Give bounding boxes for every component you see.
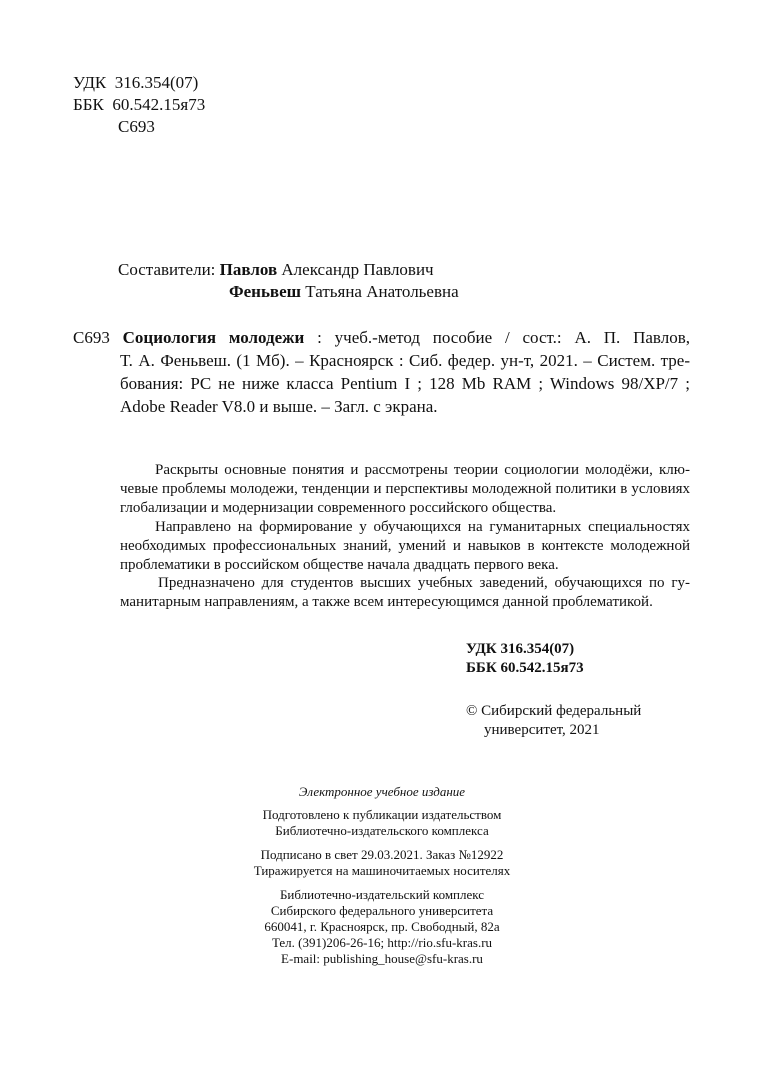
annotation-p3-l1: Предназначено для студентов высших учебных заведений, обучающихся по гу- — [158, 575, 690, 591]
annotation-p2-l3: проблематики в российском обществе начала двадцать первого века. — [120, 557, 559, 573]
compilers-label: Составители: — [118, 260, 216, 279]
biblio-line-2: Т. А. Феньвеш. (1 Мб). – Красноярск : Сиб. федер. ун-т, 2021. – Систем. тре- — [120, 351, 690, 370]
edition-type — [0, 783, 764, 801]
prepared-line-1: Подготовлено к публикации издательством — [262, 807, 502, 822]
annotation-p2-l1: Направлено на формирование у обучающихся на гуманитарных специальностях — [155, 519, 690, 535]
biblio-line-3: бования: PC не ниже класса Pentium I ; 128 Mb RAM ; Windows 98/XP/7 ; — [120, 374, 690, 393]
publisher-line-2: Сибирского федерального университета — [270, 903, 494, 918]
annotation-p3-l2: манитарным направлениям, а также всем интересующимся данной проблематикой. — [120, 594, 653, 610]
biblio-mark: С693 — [73, 328, 110, 347]
bbk-label: ББК — [73, 95, 104, 114]
author-mark: С693 — [118, 117, 155, 136]
udk-header — [73, 72, 198, 94]
biblio-line-1 — [73, 327, 690, 349]
distributed-line: Тиражируется на машиночитаемых носителях — [253, 863, 511, 878]
compiler-2-names: Татьяна Анатольевна — [305, 282, 459, 301]
book-title: Социология молодежи — [122, 328, 305, 347]
annotation-p2-l2: необходимых профессиональных знаний, умений и навыков в контексте молодежной — [120, 538, 690, 554]
bbk-header — [73, 94, 205, 116]
udk-value: 316.354(07) — [114, 73, 199, 92]
compiler-1-surname: Павлов — [219, 260, 278, 279]
publisher-address: 660041, г. Красноярск, пр. Свободный, 82а — [264, 919, 500, 934]
biblio-line-1-rest: : учеб.-метод пособие / сост.: А. П. Павлов, — [317, 328, 690, 347]
annotation-p1-l1: Раскрыты основные понятия и рассмотрены теории социологии молодёжи, клю- — [155, 462, 690, 478]
edition-type-text: Электронное учебное издание — [298, 784, 466, 799]
publisher-phone-web: Тел. (391)206-26-16; http://rio.sfu-kras.ru — [271, 935, 493, 950]
compilers-line-1 — [118, 259, 434, 281]
signed-line: Подписано в свет 29.03.2021. Заказ №12922 — [260, 847, 504, 862]
bbk-value: 60.542.15я73 — [112, 95, 206, 114]
publisher-email: E-mail: publishing_house@sfu-kras.ru — [281, 951, 483, 966]
udk-label: УДК — [73, 73, 107, 92]
compiler-2-surname: Феньвеш — [229, 282, 302, 301]
prepared-line-2: Библиотечно-издательского комплекса — [275, 823, 489, 838]
udk-footer: УДК 316.354(07) — [466, 641, 575, 657]
copyright-line-2: университет, 2021 — [484, 722, 600, 738]
annotation-p1-l3: глобализации и модернизации современного российского общества. — [120, 500, 557, 516]
copyright-line-1: © Сибирский федеральный — [466, 703, 642, 719]
annotation-p1-l2: чевые проблемы молодежи, тенденции и перспективы молодежной политики в условиях — [120, 481, 690, 497]
publisher-line-1: Библиотечно-издательский комплекс — [279, 887, 485, 902]
compiler-1-names: Александр Павлович — [281, 260, 434, 279]
biblio-line-4: Adobe Reader V8.0 и выше. – Загл. с экрана. — [120, 397, 438, 416]
bbk-footer: ББК 60.542.15я73 — [466, 660, 584, 676]
compilers-line-2 — [229, 281, 459, 303]
